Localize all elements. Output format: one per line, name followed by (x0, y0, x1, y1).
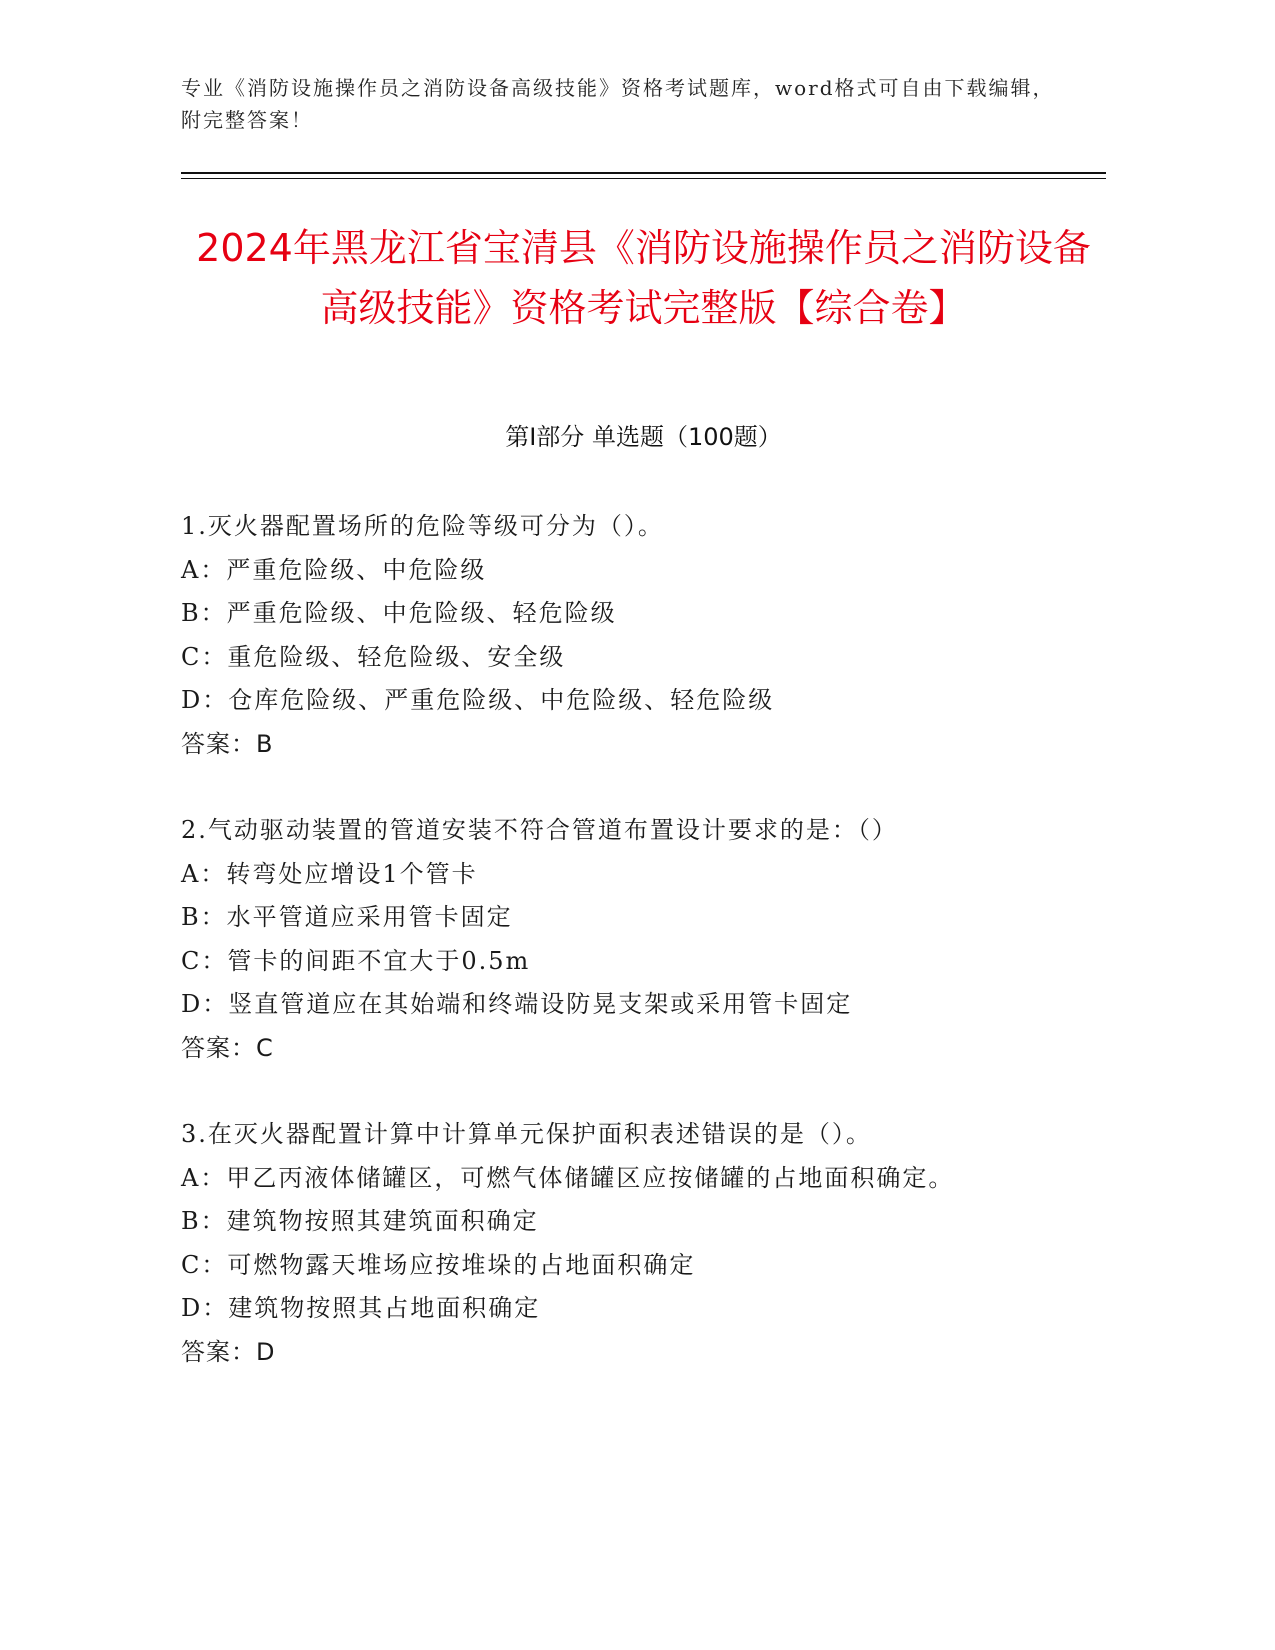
document-title: 2024年黑龙江省宝清县《消防设施操作员之消防设备高级技能》资格考试完整版【综合卷】 (196, 226, 1091, 330)
header-note: 专业《消防设施操作员之消防设备高级技能》资格考试题库，word格式可自由下载编辑，附完整答案！ (181, 76, 1055, 132)
question-stem: 3.在灭火器配置计算中计算单元保护面积表述错误的是（）。 (181, 1120, 872, 1148)
header-divider-thin (181, 178, 1106, 179)
question-stem: 1.灭火器配置场所的危险等级可分为（）。 (181, 512, 664, 540)
header-divider-thick (181, 172, 1106, 174)
option-c: C：重危险级、轻危险级、安全级 (181, 642, 566, 671)
option-c: C：管卡的间距不宜大于0.5m (181, 946, 531, 975)
option-c: C：可燃物露天堆场应按堆垛的占地面积确定 (181, 1250, 696, 1279)
option-a: A：甲乙丙液体储罐区，可燃气体储罐区应按储罐的占地面积确定。 (181, 1163, 955, 1192)
option-d: D：仓库危险级、严重危险级、中危险级、轻危险级 (181, 686, 775, 714)
question-2 (181, 809, 1106, 1070)
option-b: B：严重危险级、中危险级、轻危险级 (181, 599, 617, 627)
option-a: A：转弯处应增设1个管卡 (181, 859, 478, 888)
option-b: B：建筑物按照其建筑面积确定 (181, 1207, 539, 1235)
question-stem: 2.气动驱动装置的管道安装不符合管道布置设计要求的是：（） (181, 816, 898, 844)
option-b: B：水平管道应采用管卡固定 (181, 903, 513, 931)
answer: 答案：C (181, 1033, 274, 1062)
question-3 (181, 1113, 1106, 1374)
section-title: 第Ⅰ部分 单选题（100题） (505, 423, 782, 451)
answer: 答案：B (181, 729, 274, 758)
option-d: D：竖直管道应在其始端和终端设防晃支架或采用管卡固定 (181, 990, 853, 1018)
question-list (181, 505, 1106, 1417)
option-d: D：建筑物按照其占地面积确定 (181, 1294, 541, 1322)
question-1 (181, 505, 1106, 766)
option-a: A：严重危险级、中危险级 (181, 555, 487, 584)
answer: 答案：D (181, 1337, 276, 1366)
